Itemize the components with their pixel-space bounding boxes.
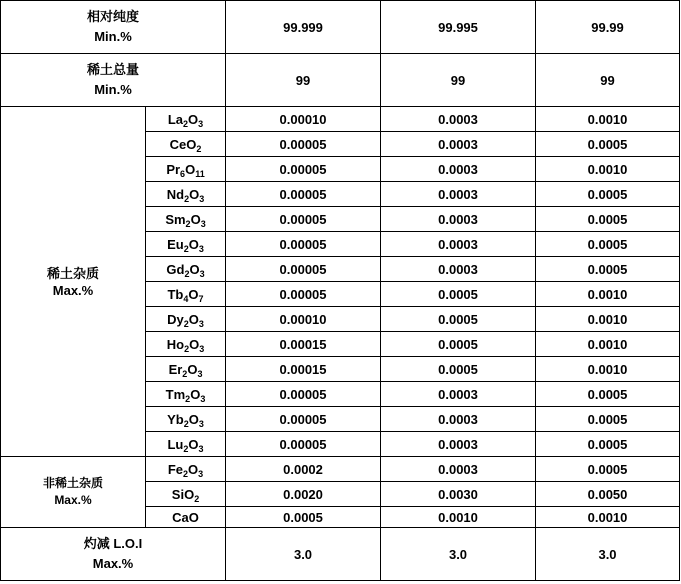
impurity-value: 0.00005 (226, 182, 381, 207)
formula-text: La (167, 111, 184, 127)
formula-text: CaO (172, 509, 199, 525)
formula-text: Sm (165, 211, 186, 227)
impurity-value: 0.0005 (536, 407, 680, 432)
formula-text: O (188, 286, 199, 302)
impurity-value: 0.0010 (536, 332, 680, 357)
impurity-value: 0.0003 (381, 407, 536, 432)
impurity-value: 0.0005 (226, 507, 381, 528)
impurity-formula (146, 157, 226, 182)
purity-label: 相对纯度 Min.% (1, 1, 226, 54)
formula-subscript: 3 (200, 393, 206, 404)
impurity-value: 0.0003 (381, 157, 536, 182)
treo-value: 99 (536, 54, 680, 107)
impurity-value: 0.0010 (381, 507, 536, 528)
impurity-formula (146, 307, 226, 332)
formula-text: O (187, 361, 198, 377)
impurity-formula (146, 482, 226, 507)
formula-subscript: 4 (183, 293, 189, 304)
formula-text: SiO (171, 486, 195, 502)
impurity-value: 0.0003 (381, 257, 536, 282)
impurity-value: 0.0005 (381, 282, 536, 307)
impurity-formula (146, 407, 226, 432)
impurity-value: 0.0005 (381, 332, 536, 357)
impurity-value: 0.0005 (536, 132, 680, 157)
impurity-value: 0.0010 (536, 357, 680, 382)
purity-value: 99.99 (536, 1, 680, 54)
formula-subscript: 3 (198, 443, 204, 454)
formula-text: CeO (169, 136, 197, 152)
formula-subscript: 3 (199, 268, 205, 279)
treo-row (1, 54, 680, 107)
formula-subscript: 2 (185, 218, 191, 229)
formula-subscript: 3 (200, 218, 206, 229)
formula-subscript: 3 (198, 418, 204, 429)
impurity-value: 0.0003 (381, 382, 536, 407)
impurity-value: 0.00015 (226, 332, 381, 357)
formula-text: O (190, 211, 201, 227)
formula-subscript: 2 (183, 468, 189, 479)
impurity-formula (146, 507, 226, 528)
formula-subscript: 2 (196, 143, 202, 154)
formula-text: O (188, 461, 199, 477)
impurity-value: 0.0005 (536, 457, 680, 482)
impurity-formula (146, 207, 226, 232)
impurity-value: 0.0005 (536, 207, 680, 232)
formula-text: O (189, 336, 200, 352)
impurity-value: 0.00005 (226, 282, 381, 307)
impurity-value: 0.0010 (536, 107, 680, 132)
impurity-value: 0.00005 (226, 157, 381, 182)
formula-subscript: 2 (184, 343, 190, 354)
impurity-formula (146, 132, 226, 157)
impurity-formula (146, 457, 226, 482)
formula-text: Lu (167, 436, 184, 452)
impurity-formula (146, 432, 226, 457)
purity-value: 99.999 (226, 1, 381, 54)
impurity-value: 0.0003 (381, 457, 536, 482)
impurity-value: 0.0020 (226, 482, 381, 507)
impurity-value: 0.0003 (381, 132, 536, 157)
impurity-value: 0.0010 (536, 157, 680, 182)
formula-text: O (188, 436, 199, 452)
impurity-value: 0.00005 (226, 207, 381, 232)
impurity-value: 0.00010 (226, 107, 381, 132)
re-impurities-label: 稀土杂质 Max.% (1, 107, 146, 457)
impurity-value: 0.0050 (536, 482, 680, 507)
impurity-formula (146, 107, 226, 132)
impurity-formula (146, 182, 226, 207)
impurity-row (1, 107, 680, 132)
formula-subscript: 2 (183, 243, 189, 254)
impurity-value: 0.0010 (536, 307, 680, 332)
formula-subscript: 3 (198, 118, 204, 129)
formula-subscript: 2 (182, 368, 188, 379)
treo-value: 99 (381, 54, 536, 107)
formula-text: Gd (166, 261, 185, 277)
impurity-value: 0.0005 (381, 357, 536, 382)
formula-text: Yb (167, 411, 184, 427)
impurity-value: 0.0010 (536, 282, 680, 307)
formula-text: O (185, 161, 196, 177)
impurity-formula (146, 282, 226, 307)
formula-subscript: 3 (198, 318, 204, 329)
formula-subscript: 3 (198, 468, 204, 479)
formula-text: Er (168, 361, 183, 377)
formula-subscript: 2 (194, 493, 200, 504)
impurity-value: 0.0003 (381, 232, 536, 257)
purity-value: 99.995 (381, 1, 536, 54)
treo-value: 99 (226, 54, 381, 107)
formula-subscript: 6 (180, 168, 186, 179)
formula-text: O (188, 411, 199, 427)
impurity-value: 0.0003 (381, 432, 536, 457)
impurity-value: 0.00005 (226, 382, 381, 407)
impurity-value: 0.0005 (536, 182, 680, 207)
formula-subscript: 2 (185, 393, 191, 404)
non-re-impurities-label: 非稀土杂质 Max.% (1, 457, 146, 528)
formula-text: O (188, 236, 199, 252)
treo-label: 稀土总量 Min.% (1, 54, 226, 107)
impurity-value: 0.00005 (226, 232, 381, 257)
formula-subscript: 2 (183, 318, 189, 329)
impurity-value: 0.0005 (536, 257, 680, 282)
impurity-value: 0.0030 (381, 482, 536, 507)
formula-text: Dy (167, 311, 184, 327)
impurity-value: 0.0005 (536, 432, 680, 457)
loi-value: 3.0 (381, 528, 536, 581)
impurity-value: 0.00005 (226, 257, 381, 282)
impurity-value: 0.00010 (226, 307, 381, 332)
loi-value: 3.0 (536, 528, 680, 581)
loi-row (1, 528, 680, 581)
formula-subscript: 3 (198, 243, 204, 254)
impurity-row (1, 457, 680, 482)
formula-subscript: 2 (184, 193, 190, 204)
purity-row (1, 1, 680, 54)
formula-subscript: 11 (195, 168, 205, 179)
impurity-value: 0.00005 (226, 432, 381, 457)
impurity-value: 0.00015 (226, 357, 381, 382)
loi-value: 3.0 (226, 528, 381, 581)
formula-text: O (189, 186, 200, 202)
formula-subscript: 3 (199, 343, 205, 354)
impurity-formula (146, 332, 226, 357)
formula-text: Eu (167, 236, 184, 252)
formula-text: Nd (166, 186, 185, 202)
formula-text: Pr (166, 161, 181, 177)
impurity-value: 0.0005 (536, 232, 680, 257)
formula-text: O (188, 311, 199, 327)
formula-text: Tb (167, 286, 184, 302)
impurity-value: 0.00005 (226, 407, 381, 432)
formula-text: Tm (165, 386, 186, 402)
formula-text: Ho (166, 336, 185, 352)
impurity-value: 0.0003 (381, 107, 536, 132)
formula-text: O (189, 261, 200, 277)
formula-text: Fe (167, 461, 184, 477)
formula-text: O (190, 386, 201, 402)
impurity-value: 0.0005 (381, 307, 536, 332)
loi-label: 灼减 L.O.I Max.% (1, 528, 226, 581)
impurity-value: 0.0003 (381, 207, 536, 232)
formula-subscript: 2 (183, 443, 189, 454)
impurity-formula (146, 257, 226, 282)
impurity-value: 0.00005 (226, 132, 381, 157)
impurity-formula (146, 232, 226, 257)
impurity-formula (146, 382, 226, 407)
formula-subscript: 2 (183, 418, 189, 429)
formula-subscript: 7 (198, 293, 204, 304)
impurity-value: 0.0003 (381, 182, 536, 207)
formula-text: O (188, 111, 199, 127)
formula-subscript: 3 (199, 193, 205, 204)
formula-subscript: 3 (197, 368, 203, 379)
impurity-value: 0.0010 (536, 507, 680, 528)
formula-subscript: 2 (184, 268, 190, 279)
impurity-value: 0.0002 (226, 457, 381, 482)
impurity-value: 0.0005 (536, 382, 680, 407)
impurity-formula (146, 357, 226, 382)
formula-subscript: 2 (183, 118, 189, 129)
